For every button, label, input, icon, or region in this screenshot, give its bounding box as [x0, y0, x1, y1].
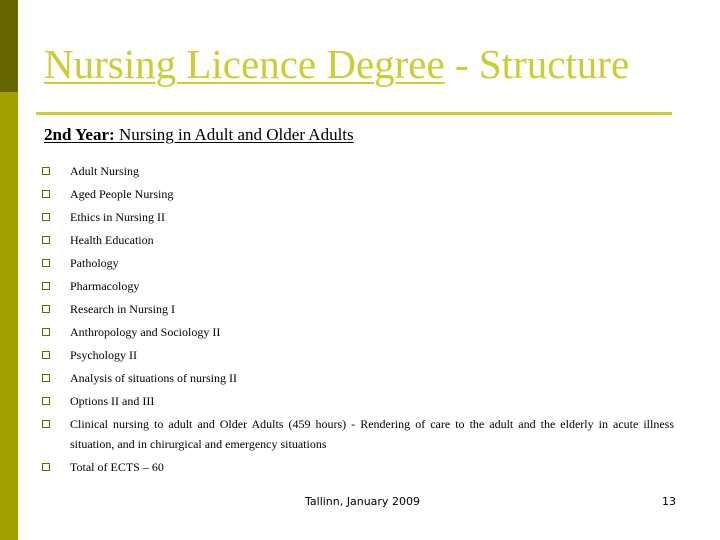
list-item: [42, 368, 674, 388]
list-item: [42, 299, 674, 319]
list-item: [42, 391, 674, 411]
list-item: [42, 322, 674, 342]
slide-title-link[interactable]: Nursing Licence Degree: [44, 41, 445, 87]
list-item: [42, 184, 674, 204]
square-bullet-icon: [42, 328, 50, 336]
list-item-text: Anthropology and Sociology II: [70, 325, 221, 339]
slide-title-rest: - Structure: [444, 41, 630, 87]
list-item-text: Total of ECTS – 60: [70, 460, 164, 474]
footer-location-date: Tallinn, January 2009: [305, 495, 420, 508]
page-number: 13: [662, 495, 676, 508]
list-item-text: Clinical nursing to adult and Older Adults (459 hours) - Rendering of care to the adult and the elderly in acute illness situation, and in chirurgical and emergency situations: [70, 417, 674, 451]
square-bullet-icon: [42, 351, 50, 359]
list-item-text: Options II and III: [70, 394, 155, 408]
square-bullet-icon: [42, 259, 50, 267]
list-item-text: Analysis of situations of nursing II: [70, 371, 237, 385]
square-bullet-icon: [42, 213, 50, 221]
list-item: [42, 345, 674, 365]
list-item-text: Aged People Nursing: [70, 187, 174, 201]
list-item: [42, 276, 674, 296]
list-item-text: Ethics in Nursing II: [70, 210, 165, 224]
list-item: [42, 457, 674, 477]
square-bullet-icon: [42, 236, 50, 244]
list-item-text: Pathology: [70, 256, 119, 270]
square-bullet-icon: [42, 420, 50, 428]
list-item-text: Research in Nursing I: [70, 302, 175, 316]
list-item: [42, 161, 674, 181]
square-bullet-icon: [42, 190, 50, 198]
list-item-text: Adult Nursing: [70, 164, 139, 178]
square-bullet-icon: [42, 282, 50, 290]
square-bullet-icon: [42, 167, 50, 175]
list-item: [42, 207, 674, 227]
square-bullet-icon: [42, 374, 50, 382]
subtitle-text: Nursing in Adult and Older Adults: [114, 125, 354, 144]
left-decorative-bar-top: [0, 0, 18, 92]
course-list: [42, 161, 674, 480]
list-item-text: Pharmacology: [70, 279, 140, 293]
list-item-text: Health Education: [70, 233, 154, 247]
slide-subtitle: [44, 125, 354, 145]
square-bullet-icon: [42, 397, 50, 405]
list-item: [42, 414, 674, 454]
square-bullet-icon: [42, 305, 50, 313]
subtitle-year: 2nd Year:: [44, 125, 115, 144]
list-item: [42, 230, 674, 250]
square-bullet-icon: [42, 463, 50, 471]
title-divider: [36, 112, 672, 115]
list-item: [42, 253, 674, 273]
list-item-text: Psychology II: [70, 348, 137, 362]
slide-title: [44, 41, 630, 87]
